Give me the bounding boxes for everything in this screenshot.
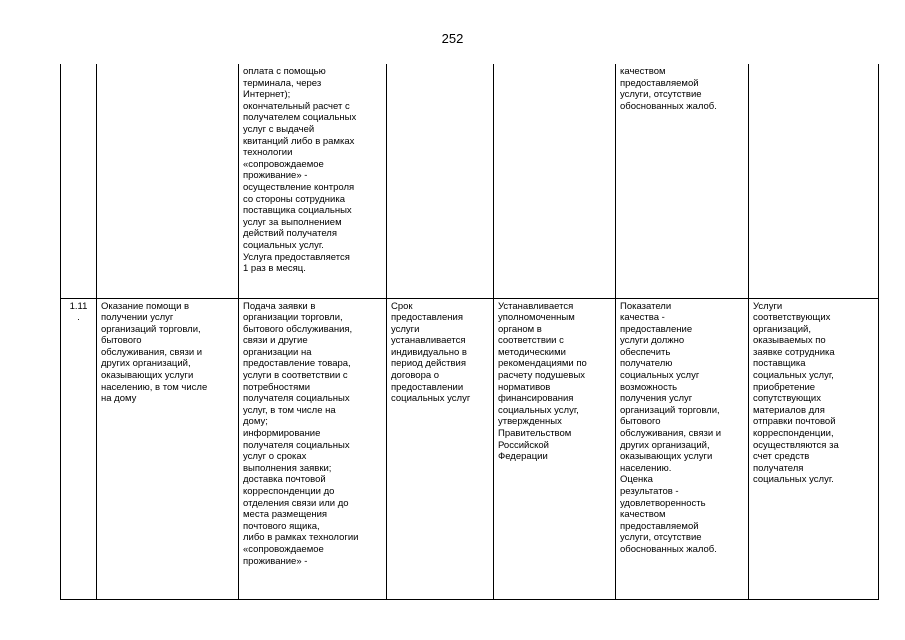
funding-norm-cell: Устанавливается уполномоченным органом в соответствии с методическими рекомендациями по расчету подушевых нормативов финансирования социальных услуг, утвержденных Правительством Российской Федерации — [494, 298, 616, 599]
service-conditions-cell: Услуги соответствующих организаций, оказываемых по заявке сотрудника поставщика социальных услуг, приобретение сопутствующих материалов для отправки почтовой корреспонденции, осуществляются за счет средств получателя социальных услуг. — [749, 298, 879, 599]
quality-indicators-cell: Показатели качества - предоставление услуги должно обеспечить получателю социальных услуг возможность получения услуг организаций торговли, бытового обслуживания, связи и других организаций, оказывающих услуги населению. Оценка результатов - удовлетворенность качеством предоставляемой услуги, отсутствие обоснованных жалоб. — [616, 298, 749, 599]
services-table — [60, 64, 879, 600]
service-term-cell: Срок предоставления услуги устанавливается индивидуально в период действия договора о предоставлении социальных услуг — [387, 298, 494, 599]
quality-indicators-cell: качеством предоставляемой услуги, отсутствие обоснованных жалоб. — [616, 64, 749, 298]
service-content-cell: оплата с помощью терминала, через Интернет); окончательный расчет с получателем социальных услуг с выдачей квитанций либо в рамках технологии «сопровождаемое проживание» - осуществление контроля со стороны сотрудника поставщика социальных услуг за выполнением действий получателя социальных услуг. Услуга предоставляется 1 раз в месяц. — [239, 64, 387, 298]
row-number-cell: 1.11 . — [61, 298, 97, 599]
table-row — [61, 298, 879, 599]
page-number: 252 — [441, 31, 464, 46]
service-name-cell — [97, 64, 239, 298]
service-conditions-cell — [749, 64, 879, 298]
service-term-cell — [387, 64, 494, 298]
service-name-cell: Оказание помощи в получении услуг организаций торговли, бытового обслуживания, связи и других организаций, оказывающих услуги населению, в том числе на дому — [97, 298, 239, 599]
funding-norm-cell — [494, 64, 616, 298]
table-row — [61, 64, 879, 298]
service-content-cell: Подача заявки в организации торговли, бытового обслуживания, связи и другие организации на предоставление товара, услуги в соответствии с потребностями получателя социальных услуг, в том числе на дому; информирование получателя социальных услуг о сроках выполнения заявки; доставка почтовой корреспонденции до отделения связи или до места размещения почтового ящика, либо в рамках технологии «сопровождаемое проживание» - — [239, 298, 387, 599]
row-number-cell — [61, 64, 97, 298]
